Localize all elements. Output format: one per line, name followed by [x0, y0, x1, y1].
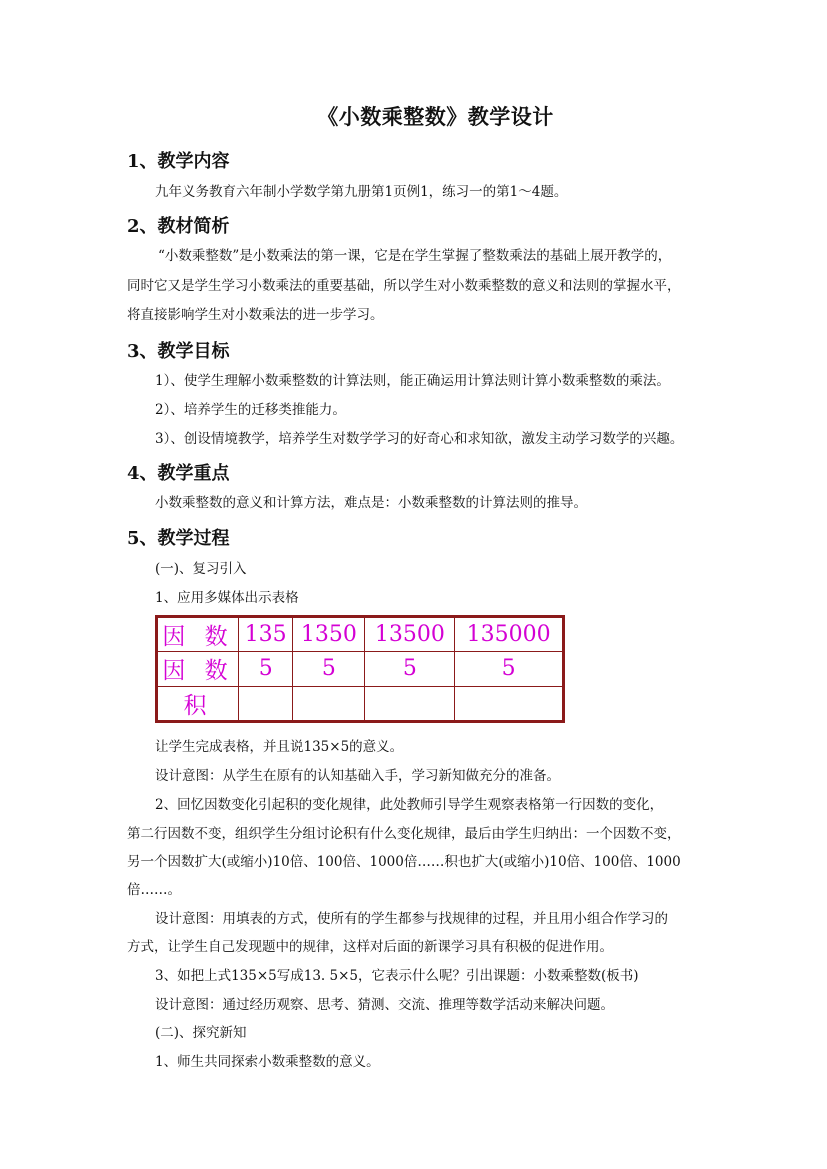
table-cell: [455, 686, 564, 721]
paragraph-line: 让学生完成表格，并且说135×5的意义。: [155, 739, 404, 755]
subsection-explore: (二)、探究新知: [155, 1025, 247, 1041]
table-cell: 135: [239, 617, 293, 652]
table-row: [157, 617, 564, 652]
design-intent-1: 设计意图：从学生在原有的认知基础入手，学习新知做充分的准备。: [155, 768, 560, 784]
paragraph-line: 1、师生共同探索小数乘整数的意义。: [155, 1054, 380, 1070]
table-row: [157, 652, 564, 686]
table-cell: [365, 686, 455, 721]
table-cell: [239, 686, 293, 721]
factor-product-table: [155, 615, 565, 723]
paragraph-line: 同时它又是学生学习小数乘法的重要基础，所以学生对小数乘整数的意义和法则的掌握水平，: [127, 278, 681, 294]
objective-item-2: 2）、培养学生的迁移类推能力。: [155, 402, 346, 418]
design-intent-2: 设计意图：用填表的方式，使所有的学生都参与找规律的过程，并且用小组合作学习的: [155, 911, 668, 927]
paragraph-line: “小数乘整数”是小数乘法的第一课，它是在学生掌握了整数乘法的基础上展开教学的，: [158, 248, 672, 264]
section-heading-5: 5、教学过程: [127, 528, 230, 549]
table-row-label: 因 数: [157, 652, 239, 686]
paragraph-line: 2、回忆因数变化引起积的变化规律，此处教师引导学生观察表格第一行因数的变化，: [155, 797, 664, 813]
paragraph-line: 另一个因数扩大(或缩小)10倍、100倍、1000倍……积也扩大(或缩小)10倍、100倍、1000: [127, 854, 681, 870]
table-row-label: 积: [157, 686, 239, 721]
paragraph-key-points: 小数乘整数的意义和计算方法，难点是：小数乘整数的计算法则的推导。: [155, 495, 587, 511]
table-row: [157, 686, 564, 721]
section-heading-1: 1、教学内容: [127, 151, 230, 172]
table-cell: 5: [455, 652, 564, 686]
table-cell: 13500: [365, 617, 455, 652]
table-cell: 5: [293, 652, 365, 686]
design-intent-3: 设计意图：通过经历观察、思考、猜测、交流、推理等数学活动来解决问题。: [155, 997, 614, 1013]
paragraph-line: 倍……。: [127, 882, 181, 898]
section-heading-2: 2、教材简析: [127, 216, 230, 237]
document-title: 《小数乘整数》教学设计: [317, 104, 554, 129]
section-heading-4: 4、教学重点: [127, 463, 230, 484]
table-cell: 5: [239, 652, 293, 686]
paragraph-line: 第二行因数不变，组织学生分组讨论积有什么变化规律，最后由学生归纳出：一个因数不变，: [127, 826, 681, 842]
objective-item-1: 1）、使学生理解小数乘整数的计算法则，能正确运用计算法则计算小数乘整数的乘法。: [155, 373, 670, 389]
table-cell: 5: [365, 652, 455, 686]
table-cell: [293, 686, 365, 721]
step-show-table: 1、应用多媒体出示表格: [155, 590, 299, 606]
paragraph-line: 方式，让学生自己发现题中的规律，这样对后面的新课学习具有积极的促进作用。: [127, 939, 613, 955]
paragraph-line: 3、如把上式135×5写成13. 5×5，它表示什么呢？引出课题：小数乘整数(板书): [155, 968, 639, 984]
table-cell: 135000: [455, 617, 564, 652]
section-heading-3: 3、教学目标: [127, 341, 230, 362]
table-row-label: 因 数: [157, 617, 239, 652]
objective-item-3: 3）、创设情境教学，培养学生对数学学习的好奇心和求知欲，激发主动学习数学的兴趣。: [155, 431, 684, 447]
subsection-review: (一)、复习引入: [155, 561, 247, 577]
paragraph-teaching-content: 九年义务教育六年制小学数学第九册第1页例1，练习一的第1～4题。: [155, 184, 568, 200]
table-cell: 1350: [293, 617, 365, 652]
paragraph-line: 将直接影响学生对小数乘法的进一步学习。: [127, 307, 384, 323]
